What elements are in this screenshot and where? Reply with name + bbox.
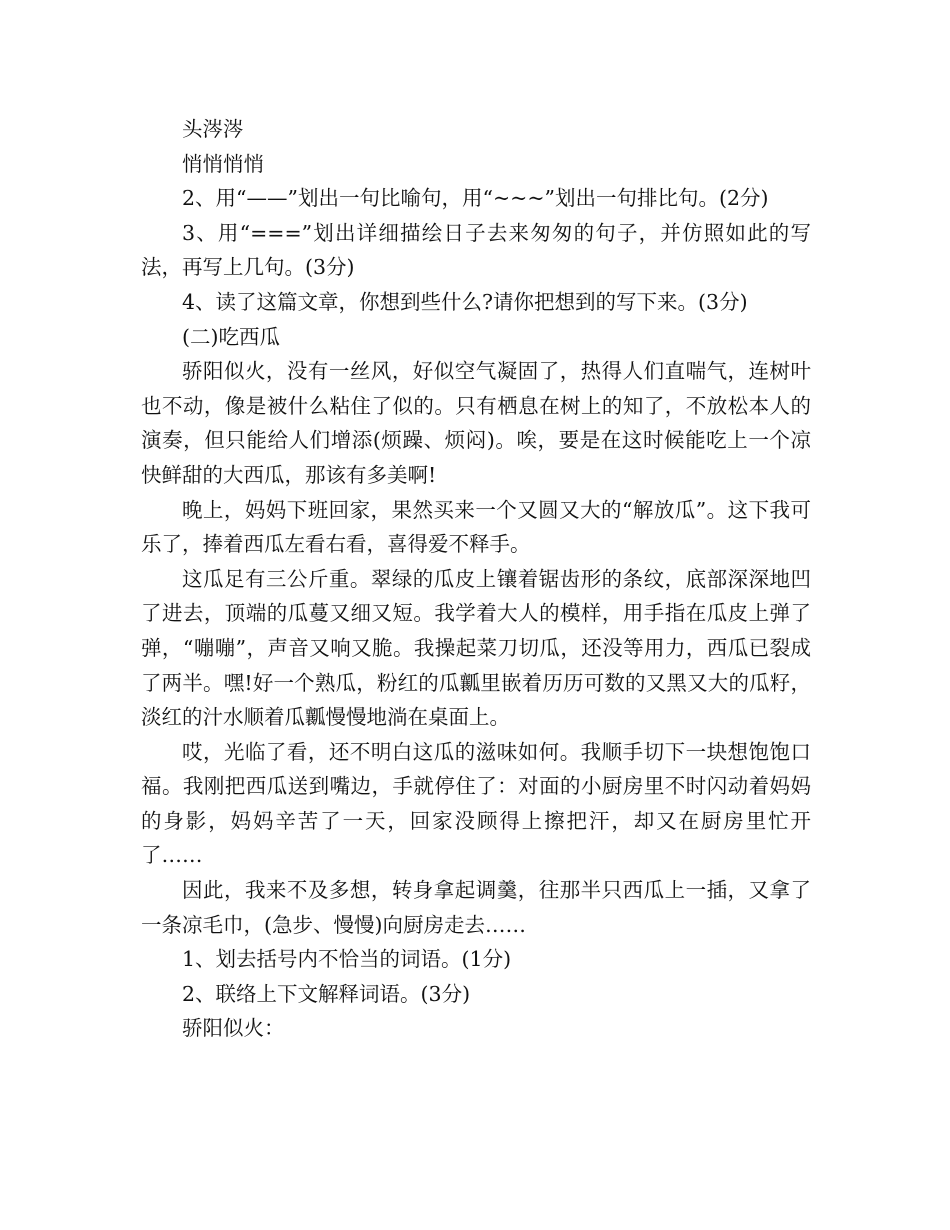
fragment-line-1: 头涔涔: [182, 117, 244, 141]
question-2: 2、用“——”划出一句比喻句，用“~~~”划出一句排比句。(2分): [182, 186, 769, 211]
exercise-1: 1、划去括号内不恰当的词语。(1分): [182, 947, 512, 972]
story-paragraph-3: 这瓜足有三公斤重。翠绿的瓜皮上镶着锯齿形的条纹，底部深深地凹了进去，顶端的瓜蔓又细又短。我学着大人的模样，用手指在瓜皮上弹了弹，“嘣嘣”，声音又响又脆。我操起菜刀切瓜，还没等用力，西瓜已裂成了两半。嘿!好一个熟瓜，粉红的瓜瓤里嵌着历历可数的又黑又大的瓜籽，淡红的汁水顺着瓜瓤慢慢地淌在桌面上。: [141, 566, 811, 730]
section-heading: (二)吃西瓜: [182, 324, 280, 349]
story-paragraph-5: 因此，我来不及多想，转身拿起调羹，往那半只西瓜上一插，又拿了一条凉毛巾，(急步、慢慢)向厨房走去……: [141, 878, 811, 937]
story-paragraph-4: 哎，光临了看，还不明白这瓜的滋味如何。我顺手切下一块想饱饱口福。我刚把西瓜送到嘴边，手就停住了：对面的小厨房里不时闪动着妈妈的身影，妈妈辛苦了一天，回家没顾得上擦把汗，却又在厨房里忙开了……: [141, 739, 811, 868]
story-paragraph-1: 骄阳似火，没有一丝风，好似空气凝固了，热得人们直喘气，连树叶也不动，像是被什么粘住了似的。只有栖息在树上的知了，不放松本人的演奏，但只能给人们增添(烦躁、烦闷)。唉，要是在这时候能吃上一个凉快鲜甜的大西瓜，那该有多美啊!: [141, 359, 811, 487]
question-3: 3、用“===”划出详细描绘日子去来匆匆的句子，并仿照如此的写法，再写上几句。(3分): [141, 220, 811, 280]
term-prompt: 骄阳似火：: [182, 1016, 285, 1041]
story-paragraph-2: 晚上，妈妈下班回家，果然买来一个又圆又大的“解放瓜”。这下我可乐了，捧着西瓜左看右看，喜得爱不释手。: [141, 497, 811, 557]
fragment-line-2: 悄悄悄悄: [182, 151, 264, 176]
document-page: [141, 112, 811, 1046]
question-4: 4、读了这篇文章，你想到些什么?请你把想到的写下来。(3分): [182, 289, 748, 314]
exercise-2: 2、联络上下文解释词语。(3分): [182, 981, 471, 1006]
